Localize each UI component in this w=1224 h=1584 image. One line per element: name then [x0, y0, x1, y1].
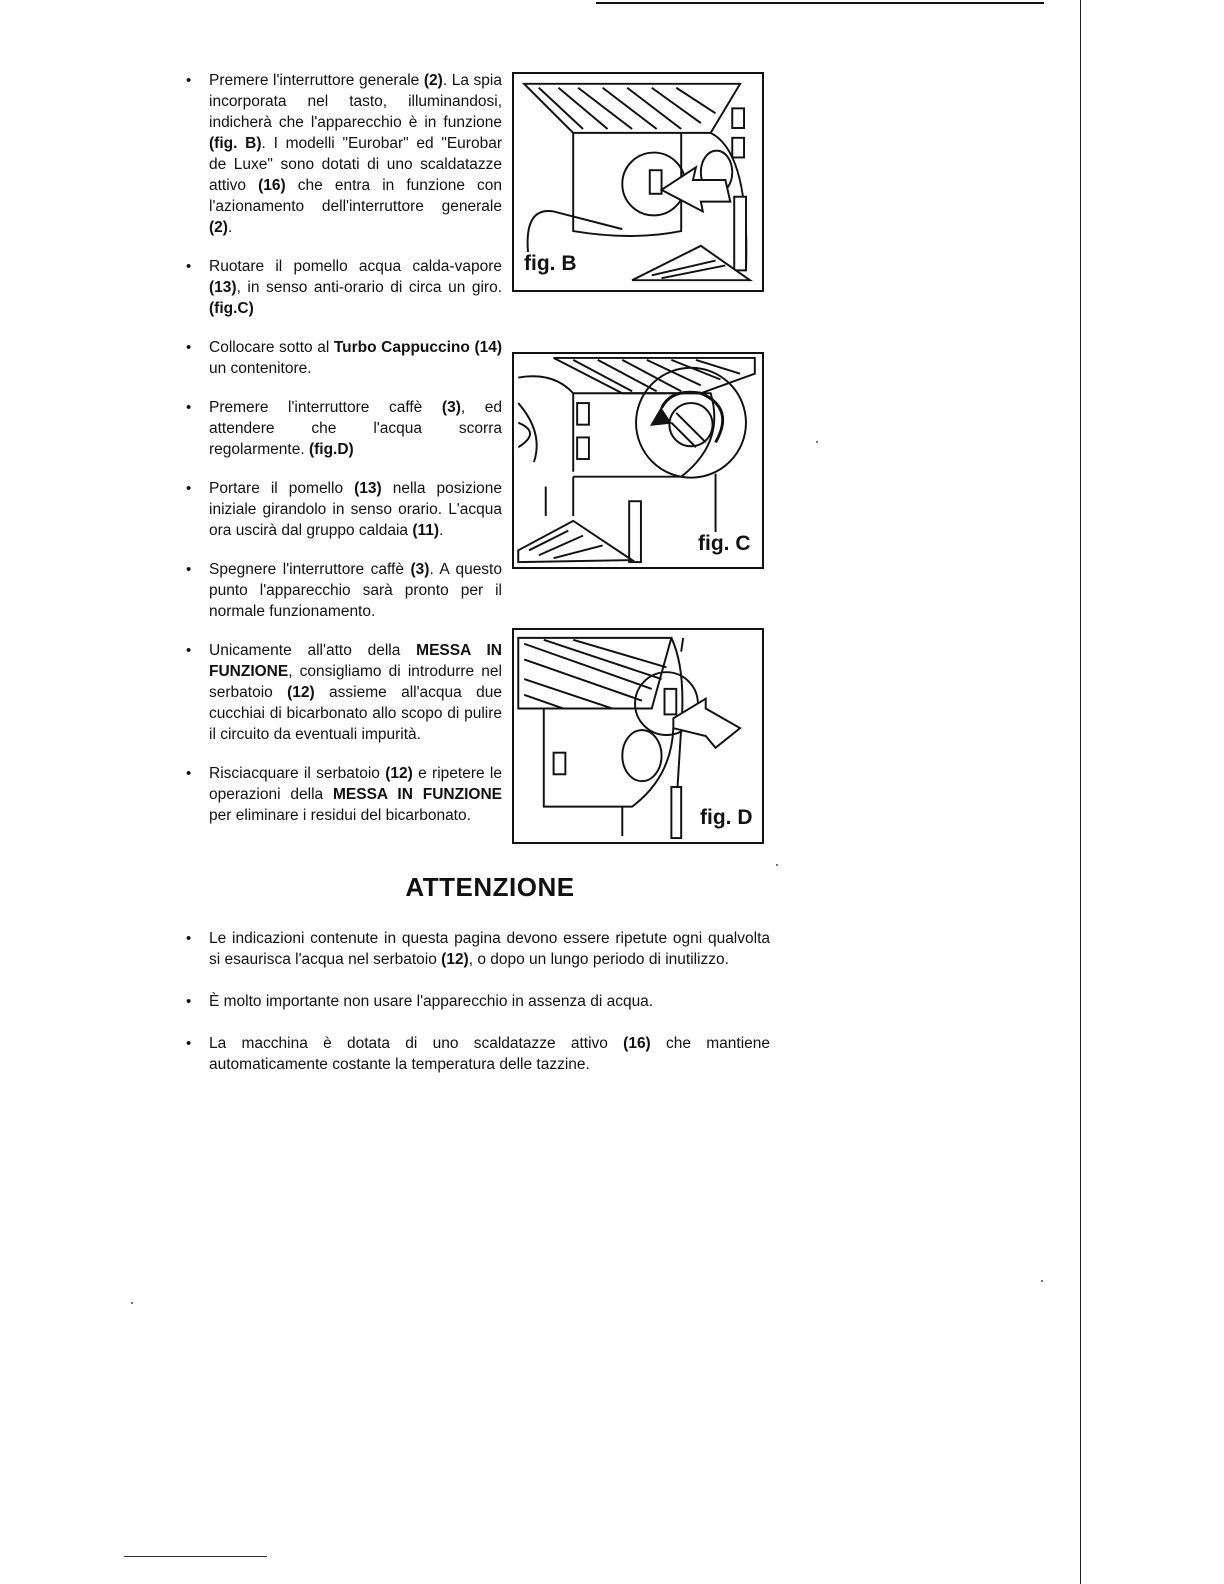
scan-speck: [816, 441, 818, 443]
text-run: per eliminare i residui del bicarbonato.: [209, 807, 471, 824]
text-run: .: [227, 219, 233, 236]
emphasis-text: MESSA IN FUNZIONE: [333, 786, 502, 803]
emphasis-text: Turbo Cappuccino: [333, 339, 470, 356]
text-run: Portare il pomello: [209, 480, 355, 497]
text-run: . A questo punto l'apparecchio sarà pronto per il normale funzionamento.: [209, 561, 502, 620]
text-run: Premere l'interruttore caffè: [209, 399, 442, 416]
text-run: un contenitore.: [209, 360, 312, 377]
bullet: •: [186, 399, 192, 416]
scan-speck: [1041, 1280, 1043, 1282]
text-run: . I modelli "Eurobar" ed "Eurobar de Luxe" sono dotati di uno scaldatazze attivo: [209, 135, 502, 194]
emphasis-text: (16): [258, 177, 286, 194]
instruction-item: [186, 763, 502, 826]
emphasis-text: (3): [441, 399, 461, 416]
figure-b-label: fig. B: [520, 252, 581, 276]
emphasis-text: (fig.C): [209, 300, 254, 317]
bottom-rule: [124, 1556, 267, 1557]
figure-b: [512, 72, 764, 292]
text-run: , ed attendere che l'acqua scorra regolarmente.: [209, 399, 503, 458]
instruction-item: [186, 337, 502, 379]
emphasis-text: (2): [209, 219, 228, 236]
bullet: •: [186, 339, 192, 356]
instruction-item: [186, 640, 502, 745]
instruction-item: [186, 559, 502, 622]
emphasis-text: (11): [412, 522, 440, 539]
bullet: •: [186, 72, 192, 89]
text-run: Collocare sotto al: [209, 339, 334, 356]
bullet: •: [186, 642, 192, 659]
warning-item: [186, 1033, 770, 1075]
right-margin-rule: [1080, 0, 1081, 1584]
instruction-text: [209, 642, 502, 743]
emphasis-text: (16): [623, 1035, 651, 1052]
emphasis-text: (fig. B): [209, 135, 262, 152]
text-run: e ripetere le operazioni della: [209, 765, 502, 803]
bullet: •: [186, 930, 192, 947]
emphasis-text: (12): [441, 951, 469, 968]
emphasis-text: (13): [209, 279, 237, 296]
text-run: Spegnere l'interruttore caffè: [209, 561, 411, 578]
instruction-text: [209, 339, 502, 377]
warning-text: [209, 1035, 770, 1073]
emphasis-text: MESSA IN FUNZIONE: [209, 642, 502, 680]
text-run: Risciacquare il serbatoio: [209, 765, 386, 782]
instruction-item: [186, 397, 502, 460]
instruction-item: [186, 256, 502, 319]
text-run: , o dopo un lungo periodo di inutilizzo.: [468, 951, 729, 968]
emphasis-text: (2): [423, 72, 443, 89]
instructions-list: [186, 70, 502, 844]
figure-c-label: fig. C: [694, 532, 755, 556]
bullet: •: [186, 1035, 192, 1052]
top-rule: [596, 2, 1044, 4]
instruction-text: [209, 399, 502, 458]
warning-title: ATTENZIONE: [405, 872, 575, 902]
emphasis-text: (13): [354, 480, 382, 497]
text-run: assieme all'acqua due cucchiai di bicarbonato allo scopo di pulire il circuito da eventuali impurità.: [209, 684, 502, 743]
text-run: La macchina è dotata di uno scaldatazze attivo: [209, 1035, 624, 1052]
text-run: È molto importante non usare l'apparecchio in assenza di acqua.: [209, 993, 654, 1010]
warning-text: [209, 930, 770, 968]
instruction-item: [186, 70, 502, 238]
emphasis-text: (14): [474, 339, 503, 356]
figure-d: [512, 628, 764, 844]
text-run: Ruotare il pomello acqua calda-vapore: [209, 258, 502, 275]
emphasis-text: (12): [287, 684, 315, 701]
instruction-text: [209, 480, 502, 539]
scan-speck: [776, 864, 778, 866]
bullet: •: [186, 561, 192, 578]
instruction-text: [209, 72, 502, 236]
bullet: •: [186, 765, 192, 782]
figure-d-label: fig. D: [696, 806, 757, 830]
text-run: , in senso anti-orario di circa un giro.: [236, 279, 502, 296]
figure-c: [512, 352, 764, 569]
warning-item: [186, 991, 770, 1012]
instruction-text: [209, 765, 502, 824]
text-run: Unicamente all'atto della: [209, 642, 417, 659]
warning-item: [186, 928, 770, 970]
text-run: , consigliamo di introdurre nel serbatoio: [209, 663, 502, 701]
instruction-text: [209, 561, 502, 620]
instruction-text: [209, 258, 502, 317]
text-run: che mantiene automaticamente costante la temperatura delle tazzine.: [209, 1035, 770, 1073]
text-run: nella posizione iniziale girandolo in senso orario. L'acqua ora uscirà dal gruppo caldaia: [209, 480, 502, 539]
text-run: Premere l'interruttore generale: [209, 72, 424, 89]
emphasis-text: (3): [410, 561, 430, 578]
bullet: •: [186, 480, 192, 497]
instruction-item: [186, 478, 502, 541]
emphasis-text: (fig.D): [308, 441, 354, 458]
text-run: . La spia incorporata nel tasto, illuminandosi, indicherà che l'apparecchio è in funzione: [209, 72, 502, 131]
text-run: .: [439, 522, 444, 539]
warning-list: [186, 928, 770, 1096]
warning-text: [209, 993, 653, 1010]
text-run: che entra in funzione con l'azionamento dell'interruttore generale: [209, 177, 503, 215]
scan-speck: [131, 1302, 133, 1304]
emphasis-text: (12): [385, 765, 413, 782]
bullet: •: [186, 993, 192, 1010]
text-run: Le indicazioni contenute in questa pagina devono essere ripetute ogni qualvolta si esaurisca l'acqua nel serbatoio: [209, 930, 770, 968]
bullet: •: [186, 258, 192, 275]
